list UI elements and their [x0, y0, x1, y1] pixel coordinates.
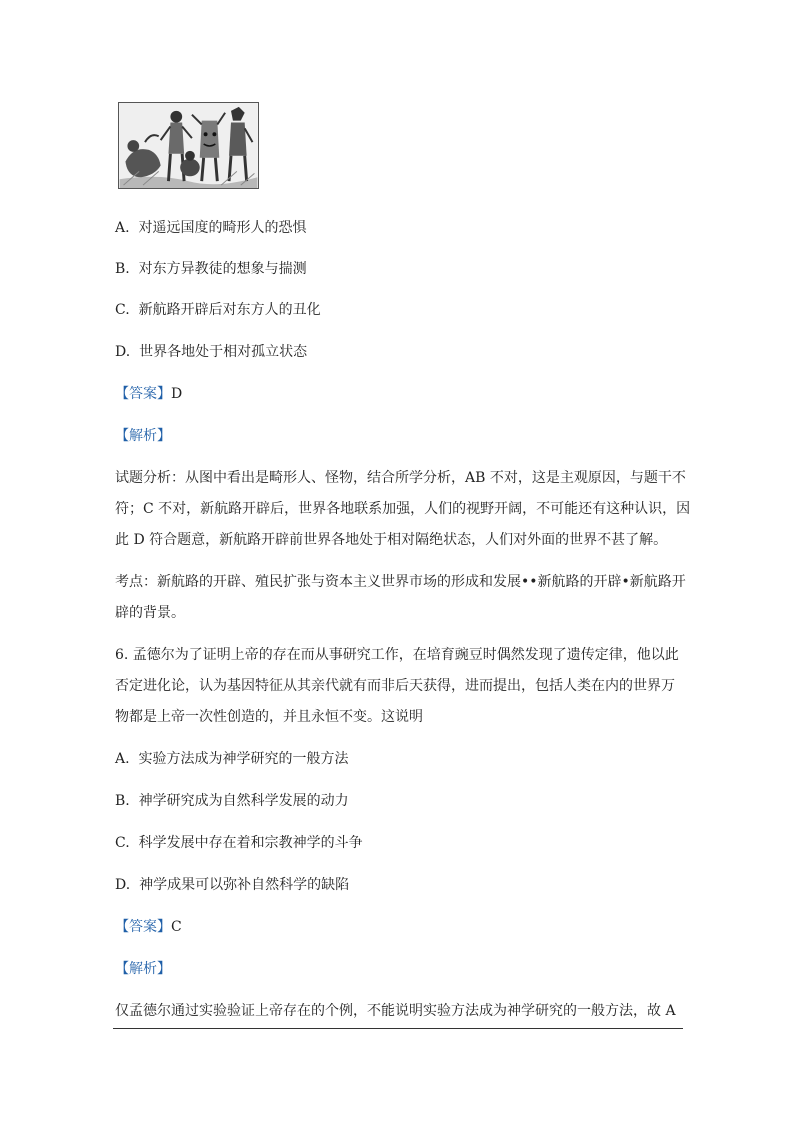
woodcut-illustration	[118, 102, 259, 189]
q5-analysis-line-1: 试题分析：从图中看出是畸形人、怪物，结合所学分析，AB 不对，这是主观原因，与题干不	[115, 470, 686, 486]
option-letter: A.	[115, 751, 130, 767]
q5-option-d	[115, 342, 307, 362]
option-text: 神学成果可以弥补自然科学的缺陷	[139, 877, 350, 893]
answer-value: C	[171, 919, 182, 935]
option-text: 神学研究成为自然科学发展的动力	[138, 793, 349, 809]
q6-option-a	[115, 749, 348, 769]
q5-option-b	[115, 259, 307, 279]
answer-value: D	[171, 386, 183, 402]
option-letter: B.	[115, 793, 130, 809]
q6-analysis-tag: 【解析】	[115, 961, 171, 977]
q5-analysis-tag: 【解析】	[115, 428, 171, 444]
q6-answer	[115, 917, 182, 937]
option-text: 实验方法成为神学研究的一般方法	[138, 751, 349, 767]
q6-analysis-line-1: 仅孟德尔通过实验验证上帝存在的个例，不能说明实验方法成为神学研究的一般方法，故 A	[115, 1003, 676, 1019]
option-letter: C.	[115, 302, 130, 318]
option-letter: C.	[115, 835, 130, 851]
option-letter: A.	[115, 220, 130, 236]
option-letter: D.	[115, 344, 131, 360]
option-text: 对遥远国度的畸形人的恐惧	[138, 220, 307, 236]
q5-option-a	[115, 218, 306, 238]
q5-analysis-line-3: 此 D 符合题意，新航路开辟前世界各地处于相对隔绝状态，人们对外面的世界不甚了解。	[115, 532, 668, 548]
q6-option-c	[115, 833, 363, 853]
q6-option-d	[115, 875, 349, 895]
q6-option-b	[115, 791, 349, 811]
q5-analysis-line-2: 符；C 不对，新航路开辟后，世界各地联系加强，人们的视野开阔，不可能还有这种认识，因	[115, 501, 691, 517]
q6-stem-line-3: 物都是上帝一次性创造的，并且永恒不变。这说明	[115, 709, 423, 725]
answer-tag: 【答案】	[115, 386, 171, 402]
q6-stem-line-1: 6. 孟德尔为了证明上帝的存在而从事研究工作，在培育豌豆时偶然发现了遗传定律，他以此	[115, 647, 679, 663]
answer-tag: 【答案】	[115, 919, 171, 935]
q5-answer	[115, 384, 182, 404]
q5-option-c	[115, 300, 321, 320]
option-text: 新航路开辟后对东方人的丑化	[138, 302, 321, 318]
option-text: 科学发展中存在着和宗教神学的斗争	[138, 835, 363, 851]
option-text: 世界各地处于相对孤立状态	[139, 344, 308, 360]
page-divider	[113, 1028, 683, 1029]
option-letter: B.	[115, 261, 130, 277]
option-letter: D.	[115, 877, 131, 893]
q5-kaodian-line-1: 考点：新航路的开辟、殖民扩张与资本主义世界市场的形成和发展••新航路的开辟•新航路开	[115, 574, 686, 590]
q5-kaodian-line-2: 辟的背景。	[115, 605, 185, 621]
option-text: 对东方异教徒的想象与揣测	[138, 261, 307, 277]
q6-stem-line-2: 否定进化论，认为基因特征从其亲代就有而非后天获得，进而提出，包括人类在内的世界万	[115, 678, 675, 694]
